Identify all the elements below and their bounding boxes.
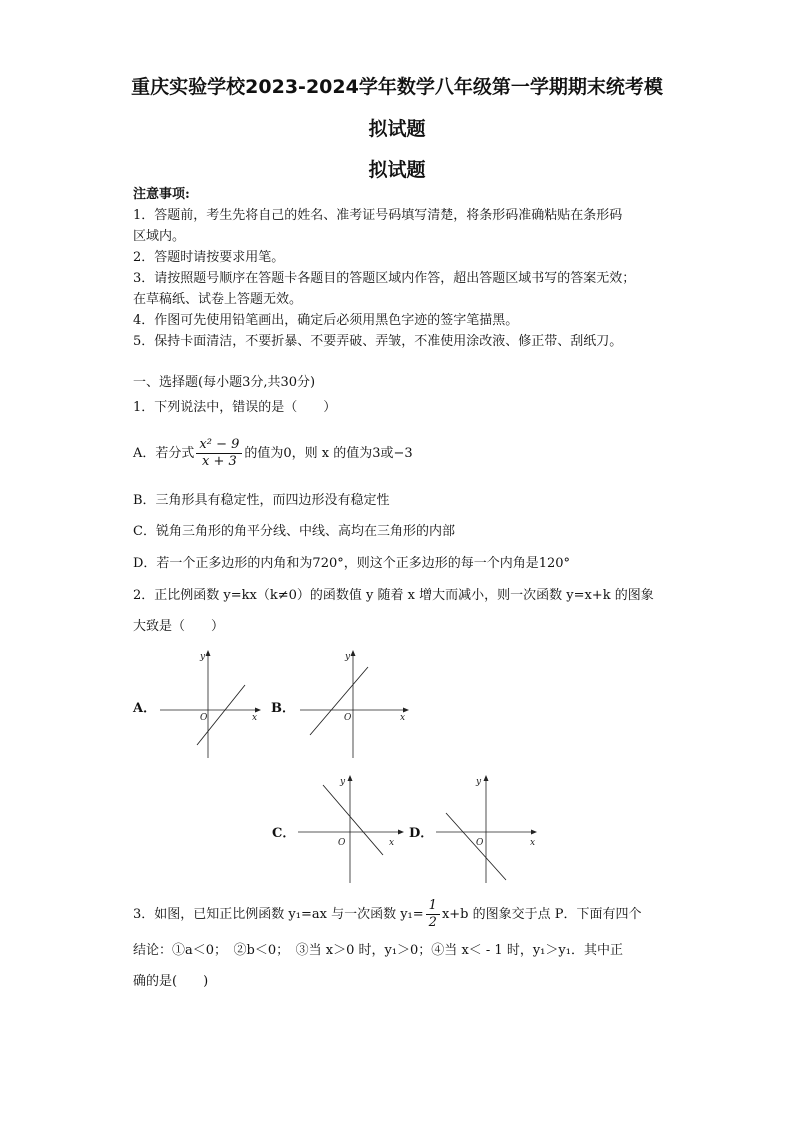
fraction-denominator: 2 (428, 915, 437, 930)
graph-a-label: A． (133, 701, 157, 716)
note-item: 在草稿纸、试卷上答题无效。 (133, 292, 303, 307)
origin-label: O (338, 838, 346, 848)
fraction (196, 437, 242, 470)
x-axis-label: x (252, 713, 258, 723)
question-1-option-a (133, 437, 413, 471)
graph-d-label: D． (409, 826, 434, 841)
graph-c (298, 775, 408, 885)
question-3-stem-part: 3．如图，已知正比例函数 y₁=ax 与一次函数 y₁= (133, 907, 424, 922)
graph-c-label: C． (272, 826, 296, 841)
question-1-stem: 1．下列说法中，错误的是（ ） (133, 400, 337, 415)
question-1-option-c: C．锐角三角形的角平分线、中线、高均在三角形的内部 (133, 524, 455, 539)
origin-label: O (344, 713, 352, 723)
fraction-numerator: 1 (426, 898, 440, 915)
graph-line (323, 785, 383, 855)
page-subtitle: 拟试题 (368, 159, 426, 181)
x-axis-arrow (255, 708, 261, 713)
graph-line (310, 667, 368, 735)
y-axis-arrow (206, 650, 211, 656)
graph-b (300, 650, 410, 760)
x-axis-arrow (531, 830, 537, 835)
fraction-denominator: x + 3 (202, 454, 237, 469)
option-a-suffix: 的值为0，则 x 的值为3或−3 (244, 446, 413, 461)
x-axis-arrow (403, 708, 409, 713)
page-title: 重庆实验学校2023-2024学年数学八年级第一学期期末统考模 (131, 76, 663, 98)
note-item: 1．答题前，考生先将自己的姓名、准考证号码填写清楚，将条形码准确粘贴在条形码 (133, 208, 623, 223)
note-item: 4．作图可先使用铅笔画出，确定后必须用黑色字迹的签字笔描黑。 (133, 313, 519, 328)
x-axis-label: x (389, 838, 395, 848)
graph-d (436, 775, 546, 885)
y-axis-arrow (348, 775, 353, 781)
note-item: 2．答题时请按要求用笔。 (133, 250, 285, 265)
note-item: 3．请按照题号顺序在答题卡各题目的答题区域内作答，超出答题区域书写的答案无效； (133, 271, 636, 286)
y-axis-label: y (340, 777, 346, 787)
fraction-numerator: x² − 9 (196, 437, 242, 454)
question-1-option-b: B．三角形具有稳定性，而四边形没有稳定性 (133, 493, 390, 508)
x-axis-label: x (400, 713, 406, 723)
notes-heading: 注意事项: (133, 187, 190, 202)
origin-label: O (200, 713, 208, 723)
page-title-continued: 拟试题 (368, 118, 426, 140)
y-axis-label: y (476, 777, 482, 787)
y-axis-label: y (345, 652, 351, 662)
question-2-stem: 2．正比例函数 y=kx（k≠0）的函数值 y 随着 x 增大而减小，则一次函数 y=x+k 的图象 (133, 588, 654, 603)
note-item: 5．保持卡面清洁，不要折暴、不要弄破、弄皱，不准使用涂改液、修正带、刮纸刀。 (133, 334, 623, 349)
question-3-conclusions: 结论：①a＜0； ②b＜0； ③当 x＞0 时，y₁＞0；④当 x＜ - 1 时，y₁＞y₁．其中正 (133, 943, 623, 958)
question-3-stem-part: x+b 的图象交于点 P．下面有四个 (441, 907, 642, 922)
y-axis-arrow (351, 650, 356, 656)
option-a-prefix: A．若分式 (133, 446, 195, 461)
x-axis-label: x (530, 838, 536, 848)
fraction (426, 898, 440, 931)
x-axis-arrow (398, 830, 404, 835)
graph-b-label: B． (271, 701, 295, 716)
origin-label: O (476, 838, 484, 848)
section-heading: 一、选择题(每小题3分,共30分) (133, 375, 316, 390)
y-axis-label: y (200, 652, 206, 662)
note-item: 区域内。 (133, 229, 186, 244)
question-3-ask: 确的是( ) (133, 974, 209, 989)
question-3-stem (133, 898, 642, 932)
question-2-stem-continued: 大致是（ ） (133, 619, 225, 634)
question-1-option-d: D．若一个正多边形的内角和为720°，则这个正多边形的每一个内角是120° (133, 556, 571, 571)
graph-a (160, 650, 270, 760)
y-axis-arrow (484, 775, 489, 781)
